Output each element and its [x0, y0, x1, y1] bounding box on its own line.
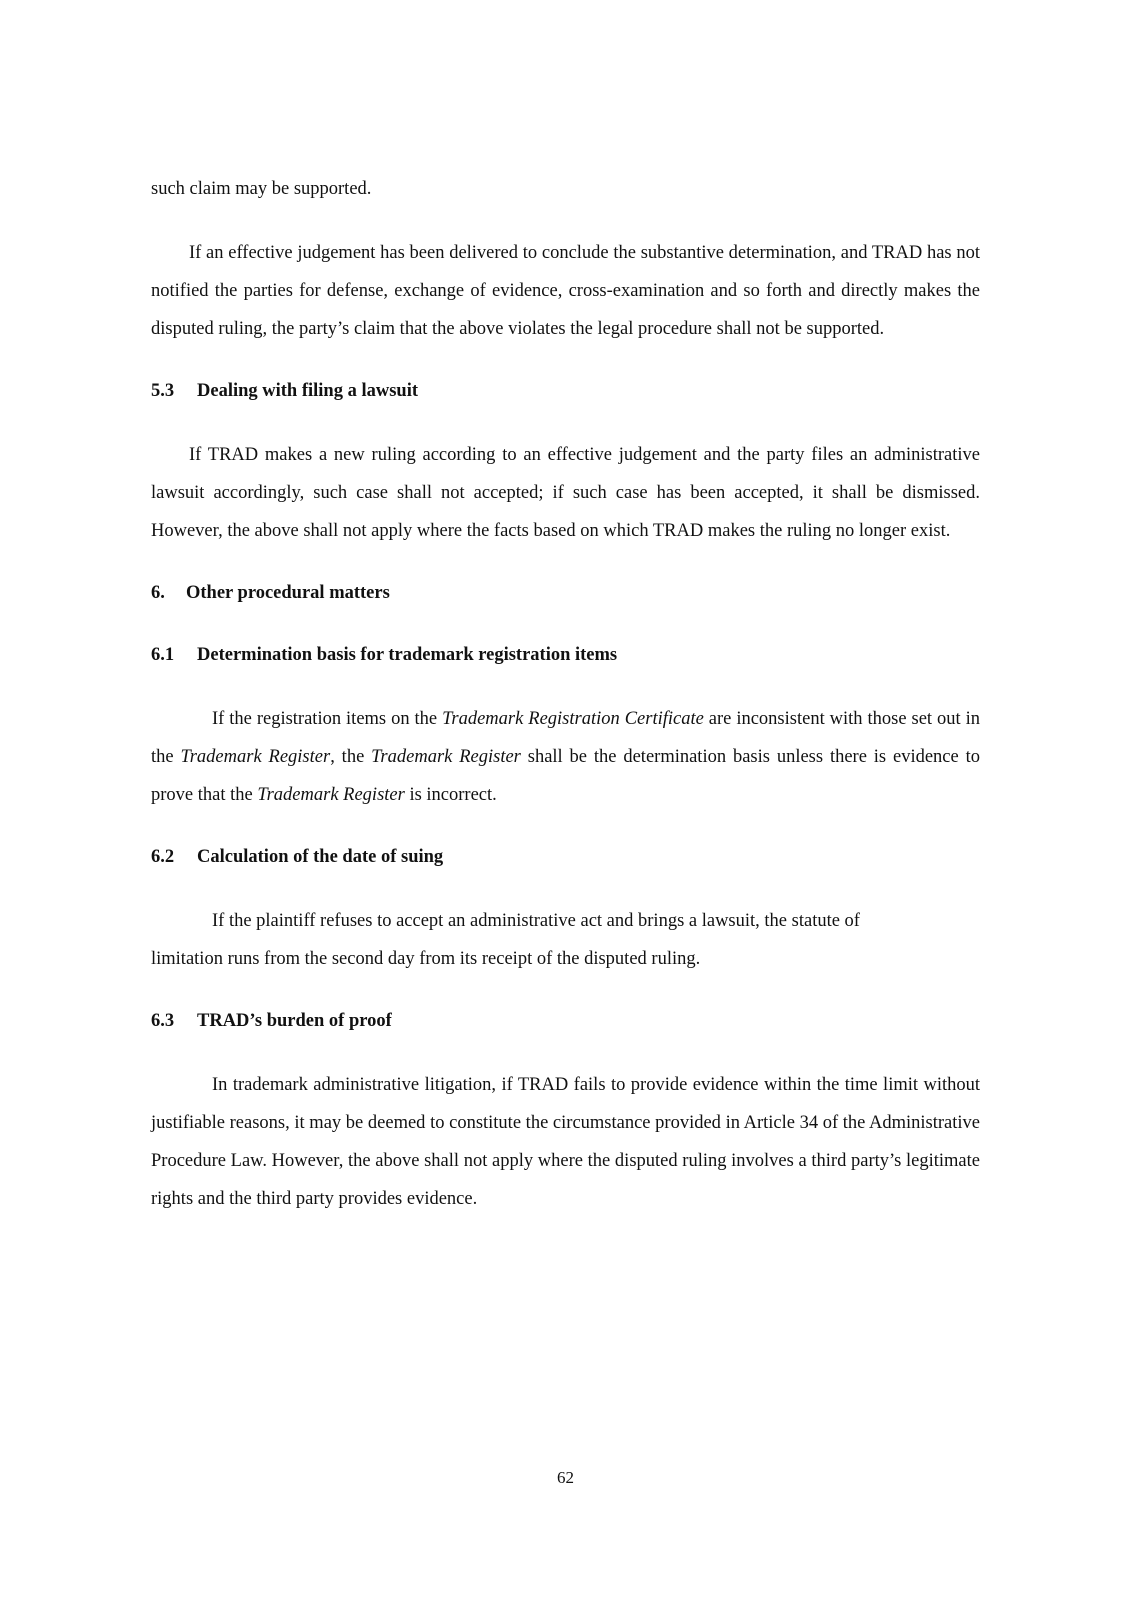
page-body: [151, 170, 980, 1218]
paragraph-continuation: such claim may be supported.: [151, 179, 372, 199]
heading-6-1: [151, 636, 980, 674]
paragraph-date-of-suing-line-1: If the plaintiff refuses to accept an administrative act and brings a lawsuit, the statute of: [212, 911, 860, 931]
paragraph-effective-judgement: If an effective judgement has been delivered to conclude the substantive determination, and TRAD has not notified the parties for defense, exchange of evidence, cross-examination and so forth and directly makes the disputed ruling, the party’s claim that the above violates the legal procedure shall not be supported.: [151, 243, 980, 339]
paragraph-date-of-suing-line-2: limitation runs from the second day from its receipt of the disputed ruling.: [151, 949, 701, 969]
paragraph-burden-of-proof: In trademark administrative litigation, if TRAD fails to provide evidence within the time limit without justifiable reasons, it may be deemed to constitute the circumstance provided in Article 34 of the Administrative Procedure Law. However, the above shall not apply where the disputed ruling involves a third party’s legitimate rights and the third party provides evidence.: [151, 1075, 980, 1209]
paragraph-lawsuit: If TRAD makes a new ruling according to an effective judgement and the party files an administrative lawsuit accordingly, such case shall not accepted; if such case has been accepted, it shall be dismissed. However, the above shall not apply where the facts based on which TRAD makes the ruling no longer exist.: [151, 445, 980, 541]
paragraph-registration-items: [151, 700, 980, 814]
heading-6-2-title: Calculation of the date of suing: [197, 847, 444, 867]
heading-6-3: [151, 1002, 980, 1040]
italic-title: Trademark Register: [371, 747, 521, 767]
heading-6-1-title: Determination basis for trademark registration items: [197, 645, 618, 665]
heading-6-2-number: 6.2: [151, 847, 175, 867]
italic-title: Trademark Register: [257, 785, 405, 805]
heading-6-number: 6.: [151, 583, 165, 603]
heading-6-2: [151, 838, 980, 876]
page-number: 62: [557, 1468, 574, 1487]
heading-6-1-number: 6.1: [151, 645, 175, 665]
italic-title: Trademark Registration Certificate: [442, 709, 704, 729]
text-segment: shall be the determination basis unless there is evidence to prove that the: [151, 747, 980, 805]
heading-5-3: [151, 372, 980, 410]
heading-6-title: Other procedural matters: [186, 583, 390, 603]
heading-5-3-title: Dealing with filing a lawsuit: [197, 381, 418, 401]
paragraph-date-of-suing: [151, 902, 980, 978]
text-segment: , the: [330, 747, 372, 767]
heading-6-3-title: TRAD’s burden of proof: [197, 1011, 392, 1031]
heading-5-3-number: 5.3: [151, 381, 175, 401]
heading-6: [151, 574, 980, 612]
heading-6-3-number: 6.3: [151, 1011, 175, 1031]
text-segment: are inconsistent with those set out in the: [151, 709, 981, 767]
text-segment: If the registration items on the: [212, 709, 443, 729]
text-segment: is incorrect.: [404, 785, 497, 805]
italic-title: Trademark Register: [180, 747, 331, 767]
